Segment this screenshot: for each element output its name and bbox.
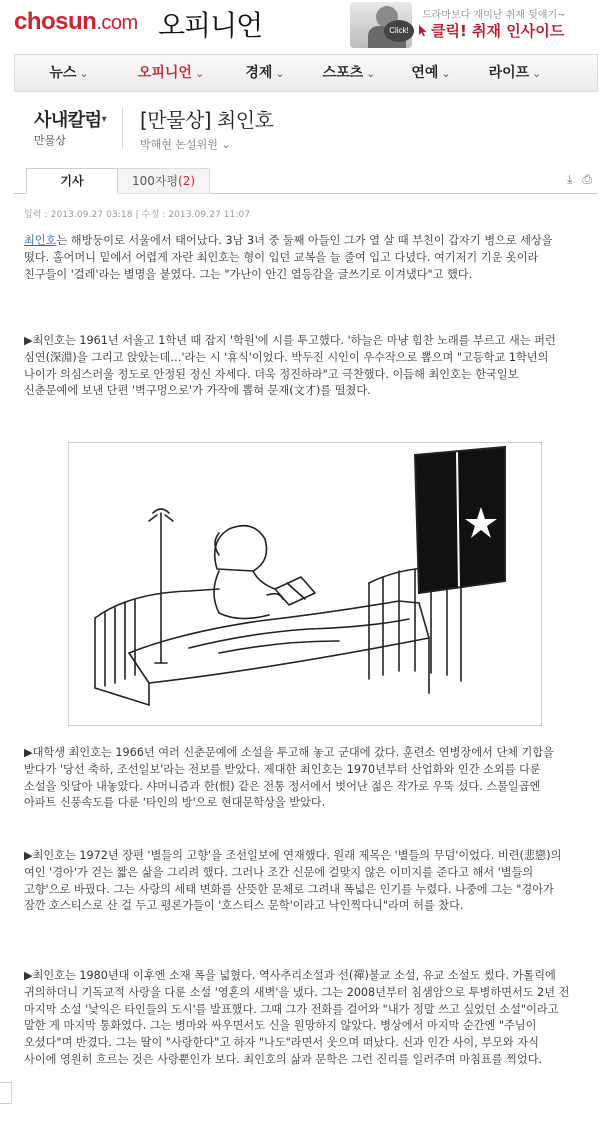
tab-article[interactable]: 기사 — [26, 168, 118, 194]
column-header — [14, 92, 598, 162]
nav-item-life[interactable]: 라이프 ⌄ — [488, 65, 542, 81]
nav-item-opinion[interactable]: 오피니언 ⌄ — [137, 65, 205, 81]
chevron-down-icon: ▾ — [101, 114, 107, 125]
article-title: [만물상] 최인호 — [140, 108, 274, 132]
person-link[interactable]: 최인호 — [24, 234, 57, 247]
comment-count: (2) — [178, 174, 196, 188]
promo-main-text: 클릭! 취재 인사이드 — [418, 20, 564, 41]
article-timestamps: 입력 : 2013.09.27 03:18 | 수정 : 2013.09.27 11:07 — [24, 210, 251, 220]
divider — [122, 108, 123, 148]
article-paragraph: 최인호는 해방둥이로 서울에서 태어났다. 3남 3녀 중 둘째 아들인 그가 열 살 때 부친이 갑자기 병으로 세상을 떴다. 홀어머니 밑에서 어렵게 자란 최인호는 형이 입던 교복을 늘 줄여 입고 다녔다. 여기저기 기운 옷이라 친구들이 '걸레'라는 별명을 붙였다. 그는 "가난이 안긴 열등감을 글쓰기로 이겨냈다"고 했다. — [24, 234, 553, 281]
site-header — [0, 0, 600, 52]
site-logo[interactable]: chosun.com — [14, 8, 138, 35]
print-icon[interactable]: ⎙ — [582, 172, 592, 186]
section-title[interactable]: 오피니언 — [158, 9, 263, 42]
promo-subtext: 드라마보다 재미난 취재 뒷얘기~ — [422, 10, 566, 21]
main-nav — [14, 54, 598, 92]
chevron-down-icon: ⌄ — [194, 67, 205, 80]
cursor-icon — [418, 24, 428, 37]
nav-item-entertainment[interactable]: 연예 ⌄ — [411, 65, 451, 81]
article-tabs — [14, 168, 598, 194]
chevron-down-icon: ⌄ — [275, 67, 285, 80]
illustration-image — [68, 442, 542, 726]
chevron-down-icon: ⌄ — [366, 67, 376, 80]
article-paragraph: ▶최인호는 1980년대 이후엔 소재 폭을 넓혔다. 역사추리소설과 선(禪)불교 소설, 유교 소설도 썼다. 가톨릭에 귀의하더니 기독교적 사랑을 다룬 소설 '영혼의 새벽'을 냈다. 그는 2008년부터 침샘암으로 투병하면서도 2년 전 마지막 소설 '낯익은 타인들의 도시'를 발표했다. 그때 그가 전화를 걸어와 "내가 정말 쓰고 싶었던 소설"이라고 말한 게 마지막 통화였다. 그는 병마와 싸우면서도 신을 원망하지 않았다. 병상에서 마지막 순간엔 "주님이 오셨다"며 반겼다. 그는 딸이 "사랑한다"고 하자 "나도"라면서 웃으며 떠났다. 신과 인간 사이, 부모와 자식 사이에 영원히 흐르는 것은 사랑뿐인가 보다. 최인호의 삶과 문학은 그런 진리를 일러주며 마침표를 찍었다. — [24, 969, 570, 1066]
article-paragraph: ▶대학생 최인호는 1966년 여러 신춘문예에 소설을 투고해 놓고 군대에 갔다. 훈련소 연병장에서 단체 기합을 받다가 '당선 축하, 조선일보'라는 전보를 받았다. 제대한 최인호는 1970년부터 산업화와 인간 소외를 다룬 소설을 잇달아 내놓았다. 샤머니즘과 한(恨) 같은 전통 정서에서 벗어난 젊은 작가로 우뚝 섰다. 스물일곱엔 아파트 신풍속도를 다룬 '타인의 방'으로 현대문학상을 받았다. — [24, 746, 554, 810]
tab-comments[interactable]: 100자평(2) — [118, 168, 210, 194]
hospital-bed-illustration — [69, 443, 541, 725]
nav-item-news[interactable]: 뉴스 ⌄ — [49, 65, 89, 81]
promo-banner[interactable] — [340, 2, 596, 48]
click-badge: Click! — [384, 20, 414, 42]
article-tools — [567, 172, 592, 187]
author-byline[interactable]: 박해현 논설위원 ⌄ — [140, 138, 231, 151]
nav-item-sports[interactable]: 스포츠 ⌄ — [322, 65, 376, 81]
article-paragraph: ▶최인호는 1972년 장편 '별들의 고향'을 조선일보에 연재했다. 원래 제목은 '별들의 무덤'이었다. 비련(悲戀)의 여인 '경아'가 걷는 짧은 삶을 그리려 했다. 그러나 조간 신문에 걸맞지 않은 이미지를 준다고 해서 '별들의 고향'으로 바꿨다. 그는 사랑의 세태 변화를 산뜻한 문체로 그려내 폭넓은 인기를 누렸다. 나중에 그는 "경아가 잠깐 호스티스로 산 걸 두고 평론가들이 '호스티스 문학'이라고 낙인찍다니"라며 허를 찼다. — [24, 849, 562, 913]
side-widget-edge[interactable] — [0, 1082, 12, 1104]
download-icon[interactable]: ⤓ — [567, 172, 573, 186]
article-paragraph: ▶최인호는 1961년 서울고 1학년 때 잡지 '학원'에 시를 투고했다. '하늘은 마냥 힘찬 노래를 부르고 새는 퍼런 심연(深淵)을 그리고 앉았는데…'라는 시 '휴식'이었다. 박두진 시인이 우수작으로 뽑으며 "고등학교 1학년의 나이가 의심스러울 정도로 안정된 정신 자세다. 더욱 정진하라"고 극찬했다. 이듬해 최인호는 한국일보 신춘문예에 보낸 단편 '벽구멍으로'가 가작에 뽑혀 문재(文才)를 떨쳤다. — [24, 334, 556, 398]
chevron-down-icon: ⌄ — [79, 67, 89, 80]
chevron-down-icon: ⌄ — [441, 67, 451, 80]
chevron-down-icon: ⌄ — [532, 67, 542, 80]
nav-item-economy[interactable]: 경제 ⌄ — [245, 65, 285, 81]
column-subcategory[interactable]: 만물상 — [34, 134, 66, 147]
column-category[interactable]: 사내칼럼▾ — [34, 110, 107, 131]
